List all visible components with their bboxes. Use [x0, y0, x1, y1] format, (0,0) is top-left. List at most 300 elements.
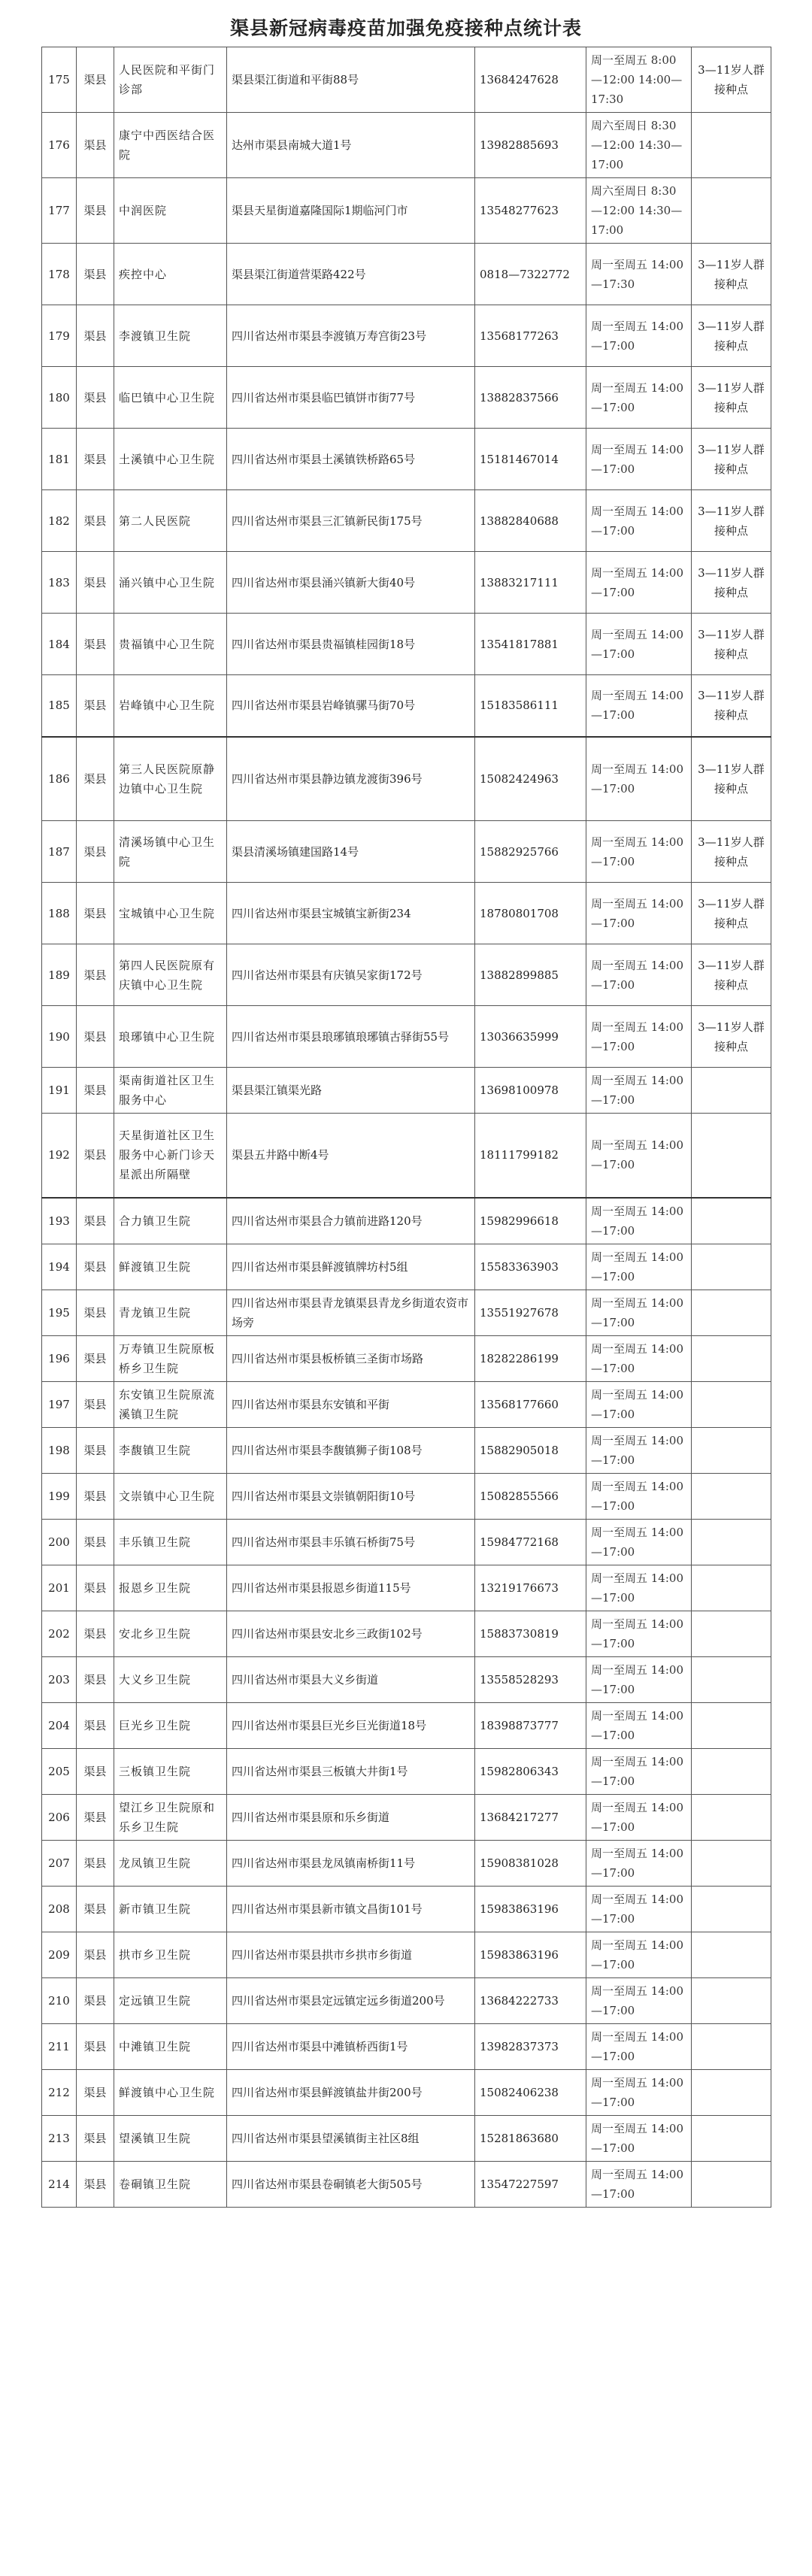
table-row — [42, 2023, 771, 2069]
county: 渠县 — [77, 552, 114, 614]
county: 渠县 — [77, 737, 114, 821]
table-row — [42, 244, 771, 305]
target-group — [692, 1794, 771, 1840]
site-address: 渠县清溪场镇建国路14号 — [227, 821, 475, 883]
site-name: 琅琊镇中心卫生院 — [114, 1006, 227, 1068]
site-address: 四川省达州市渠县巨光乡巨光街道18号 — [227, 1702, 475, 1748]
contact-phone: 15983863196 — [475, 1886, 586, 1932]
serial-number: 187 — [42, 821, 77, 883]
service-hours: 周一至周五 14:00—17:00 — [586, 490, 692, 552]
contact-phone: 15082424963 — [475, 737, 586, 821]
site-name: 第三人民医院原静边镇中心卫生院 — [114, 737, 227, 821]
target-group: 3—11岁人群接种点 — [692, 305, 771, 367]
county: 渠县 — [77, 1244, 114, 1290]
contact-phone: 13036635999 — [475, 1006, 586, 1068]
target-group: 3—11岁人群接种点 — [692, 244, 771, 305]
target-group: 3—11岁人群接种点 — [692, 737, 771, 821]
table-row — [42, 1335, 771, 1381]
county: 渠县 — [77, 1932, 114, 1977]
site-address: 四川省达州市渠县东安镇和平街 — [227, 1381, 475, 1427]
serial-number: 209 — [42, 1932, 77, 1977]
serial-number: 207 — [42, 1840, 77, 1886]
serial-number: 202 — [42, 1611, 77, 1656]
contact-phone: 13883217111 — [475, 552, 586, 614]
service-hours: 周一至周五 14:00—17:00 — [586, 1656, 692, 1702]
serial-number: 197 — [42, 1381, 77, 1427]
site-address: 四川省达州市渠县临巴镇饼市街77号 — [227, 367, 475, 429]
serial-number: 214 — [42, 2161, 77, 2207]
site-address: 四川省达州市渠县涌兴镇新大街40号 — [227, 552, 475, 614]
table-body — [42, 47, 771, 2208]
target-group: 3—11岁人群接种点 — [692, 883, 771, 944]
target-group: 3—11岁人群接种点 — [692, 1006, 771, 1068]
site-name: 李馥镇卫生院 — [114, 1427, 227, 1473]
contact-phone: 13558528293 — [475, 1656, 586, 1702]
county: 渠县 — [77, 675, 114, 737]
table-row — [42, 944, 771, 1006]
service-hours: 周六至周日 8:30—12:00 14:30—17:00 — [586, 113, 692, 178]
target-group — [692, 1335, 771, 1381]
serial-number: 212 — [42, 2069, 77, 2115]
site-address: 四川省达州市渠县原和乐乡街道 — [227, 1794, 475, 1840]
county: 渠县 — [77, 1611, 114, 1656]
service-hours: 周一至周五 14:00—17:00 — [586, 1565, 692, 1611]
contact-phone: 15984772168 — [475, 1519, 586, 1565]
table-row — [42, 1427, 771, 1473]
table-row — [42, 1290, 771, 1335]
county: 渠县 — [77, 429, 114, 490]
site-address: 四川省达州市渠县三板镇大井街1号 — [227, 1748, 475, 1794]
service-hours: 周一至周五 14:00—17:00 — [586, 2069, 692, 2115]
site-name: 渠南街道社区卫生服务中心 — [114, 1068, 227, 1114]
site-address: 四川省达州市渠县有庆镇吴家街172号 — [227, 944, 475, 1006]
site-address: 四川省达州市渠县龙凤镇南桥街11号 — [227, 1840, 475, 1886]
table-row — [42, 883, 771, 944]
table-row — [42, 305, 771, 367]
county: 渠县 — [77, 2023, 114, 2069]
site-name: 涌兴镇中心卫生院 — [114, 552, 227, 614]
table-row — [42, 1611, 771, 1656]
contact-phone: 15082406238 — [475, 2069, 586, 2115]
site-name: 贵福镇中心卫生院 — [114, 614, 227, 675]
site-name: 丰乐镇卫生院 — [114, 1519, 227, 1565]
serial-number: 210 — [42, 1977, 77, 2023]
service-hours: 周一至周五 14:00—17:00 — [586, 2023, 692, 2069]
serial-number: 211 — [42, 2023, 77, 2069]
target-group — [692, 2023, 771, 2069]
service-hours: 周一至周五 14:00—17:00 — [586, 883, 692, 944]
contact-phone: 15982806343 — [475, 1748, 586, 1794]
contact-phone: 15181467014 — [475, 429, 586, 490]
table-row — [42, 2115, 771, 2161]
site-address: 四川省达州市渠县鲜渡镇牌坊村5组 — [227, 1244, 475, 1290]
serial-number: 206 — [42, 1794, 77, 1840]
site-name: 望江乡卫生院原和乐乡卫生院 — [114, 1794, 227, 1840]
target-group — [692, 1381, 771, 1427]
service-hours: 周一至周五 14:00—17:00 — [586, 1290, 692, 1335]
county: 渠县 — [77, 490, 114, 552]
table-row — [42, 490, 771, 552]
site-address: 四川省达州市渠县中滩镇桥西街1号 — [227, 2023, 475, 2069]
site-address: 四川省达州市渠县丰乐镇石桥街75号 — [227, 1519, 475, 1565]
service-hours: 周一至周五 14:00—17:00 — [586, 1198, 692, 1244]
county: 渠县 — [77, 614, 114, 675]
site-address: 四川省达州市渠县拱市乡拱市乡街道 — [227, 1932, 475, 1977]
site-name: 土溪镇中心卫生院 — [114, 429, 227, 490]
county: 渠县 — [77, 1702, 114, 1748]
site-name: 大义乡卫生院 — [114, 1656, 227, 1702]
service-hours: 周一至周五 14:00—17:00 — [586, 1886, 692, 1932]
site-name: 青龙镇卫生院 — [114, 1290, 227, 1335]
target-group: 3—11岁人群接种点 — [692, 614, 771, 675]
service-hours: 周一至周五 14:00—17:00 — [586, 614, 692, 675]
site-name: 人民医院和平街门诊部 — [114, 47, 227, 113]
target-group: 3—11岁人群接种点 — [692, 429, 771, 490]
site-name: 天星街道社区卫生服务中心新门诊天星派出所隔壁 — [114, 1114, 227, 1198]
table-row — [42, 675, 771, 737]
service-hours: 周一至周五 14:00—17:00 — [586, 305, 692, 367]
site-address: 渠县渠江镇渠光路 — [227, 1068, 475, 1114]
table-row — [42, 1840, 771, 1886]
table-row — [42, 1519, 771, 1565]
table-row — [42, 1748, 771, 1794]
target-group — [692, 2115, 771, 2161]
target-group: 3—11岁人群接种点 — [692, 944, 771, 1006]
contact-phone: 13982837373 — [475, 2023, 586, 2069]
table-row — [42, 1977, 771, 2023]
contact-phone: 13684222733 — [475, 1977, 586, 2023]
serial-number: 208 — [42, 1886, 77, 1932]
contact-phone: 13568177263 — [475, 305, 586, 367]
site-name: 中润医院 — [114, 178, 227, 244]
table-row — [42, 2161, 771, 2207]
service-hours: 周一至周五 14:00—17:00 — [586, 1068, 692, 1114]
serial-number: 196 — [42, 1335, 77, 1381]
table-row — [42, 737, 771, 821]
county: 渠县 — [77, 883, 114, 944]
county: 渠县 — [77, 1565, 114, 1611]
table-row — [42, 1068, 771, 1114]
target-group — [692, 1932, 771, 1977]
county: 渠县 — [77, 1381, 114, 1427]
county: 渠县 — [77, 1519, 114, 1565]
service-hours: 周一至周五 14:00—17:00 — [586, 1006, 692, 1068]
service-hours: 周一至周五 14:00—17:00 — [586, 821, 692, 883]
table-row — [42, 614, 771, 675]
county: 渠县 — [77, 113, 114, 178]
county: 渠县 — [77, 2069, 114, 2115]
contact-phone: 15882905018 — [475, 1427, 586, 1473]
target-group: 3—11岁人群接种点 — [692, 821, 771, 883]
serial-number: 190 — [42, 1006, 77, 1068]
service-hours: 周一至周五 14:00—17:00 — [586, 1748, 692, 1794]
site-address: 四川省达州市渠县青龙镇渠县青龙乡街道农资市场旁 — [227, 1290, 475, 1335]
county: 渠县 — [77, 821, 114, 883]
target-group: 3—11岁人群接种点 — [692, 552, 771, 614]
service-hours: 周六至周日 8:30—12:00 14:30—17:00 — [586, 178, 692, 244]
contact-phone: 15583363903 — [475, 1244, 586, 1290]
site-name: 龙凤镇卫生院 — [114, 1840, 227, 1886]
service-hours: 周一至周五 14:00—17:00 — [586, 2161, 692, 2207]
contact-phone: 13882837566 — [475, 367, 586, 429]
county: 渠县 — [77, 1068, 114, 1114]
service-hours: 周一至周五 14:00—17:00 — [586, 1702, 692, 1748]
table-row — [42, 47, 771, 113]
county: 渠县 — [77, 305, 114, 367]
county: 渠县 — [77, 1748, 114, 1794]
target-group — [692, 1068, 771, 1114]
site-name: 疾控中心 — [114, 244, 227, 305]
county: 渠县 — [77, 1114, 114, 1198]
vaccination-sites-table — [41, 47, 771, 2208]
site-name: 岩峰镇中心卫生院 — [114, 675, 227, 737]
serial-number: 188 — [42, 883, 77, 944]
site-name: 李渡镇卫生院 — [114, 305, 227, 367]
serial-number: 213 — [42, 2115, 77, 2161]
site-name: 合力镇卫生院 — [114, 1198, 227, 1244]
service-hours: 周一至周五 14:00—17:00 — [586, 2115, 692, 2161]
site-address: 四川省达州市渠县大义乡街道 — [227, 1656, 475, 1702]
site-address: 四川省达州市渠县静边镇龙渡街396号 — [227, 737, 475, 821]
site-name: 万寿镇卫生院原板桥乡卫生院 — [114, 1335, 227, 1381]
serial-number: 191 — [42, 1068, 77, 1114]
service-hours: 周一至周五 14:00—17:00 — [586, 1335, 692, 1381]
table-row — [42, 1886, 771, 1932]
service-hours: 周一至周五 14:00—17:00 — [586, 675, 692, 737]
site-name: 报恩乡卫生院 — [114, 1565, 227, 1611]
table-row — [42, 1244, 771, 1290]
site-name: 康宁中西医结合医院 — [114, 113, 227, 178]
site-address: 四川省达州市渠县文崇镇朝阳街10号 — [227, 1473, 475, 1519]
site-address: 四川省达州市渠县安北乡三政街102号 — [227, 1611, 475, 1656]
county: 渠县 — [77, 2115, 114, 2161]
target-group — [692, 178, 771, 244]
target-group: 3—11岁人群接种点 — [692, 367, 771, 429]
serial-number: 201 — [42, 1565, 77, 1611]
county: 渠县 — [77, 1794, 114, 1840]
contact-phone: 0818—7322772 — [475, 244, 586, 305]
county: 渠县 — [77, 367, 114, 429]
serial-number: 205 — [42, 1748, 77, 1794]
serial-number: 189 — [42, 944, 77, 1006]
site-address: 渠县天星街道嘉隆国际1期临河门市 — [227, 178, 475, 244]
service-hours: 周一至周五 14:00—17:00 — [586, 552, 692, 614]
serial-number: 184 — [42, 614, 77, 675]
site-address: 四川省达州市渠县板桥镇三圣街市场路 — [227, 1335, 475, 1381]
table-row — [42, 1656, 771, 1702]
target-group — [692, 1840, 771, 1886]
contact-phone: 15908381028 — [475, 1840, 586, 1886]
serial-number: 183 — [42, 552, 77, 614]
table-row — [42, 113, 771, 178]
contact-phone: 18111799182 — [475, 1114, 586, 1198]
contact-phone: 13219176673 — [475, 1565, 586, 1611]
site-address: 四川省达州市渠县贵福镇桂园街18号 — [227, 614, 475, 675]
serial-number: 178 — [42, 244, 77, 305]
table-row — [42, 1381, 771, 1427]
table-row — [42, 821, 771, 883]
contact-phone: 13551927678 — [475, 1290, 586, 1335]
serial-number: 186 — [42, 737, 77, 821]
table-row — [42, 367, 771, 429]
county: 渠县 — [77, 1977, 114, 2023]
county: 渠县 — [77, 2161, 114, 2207]
target-group — [692, 1519, 771, 1565]
site-address: 四川省达州市渠县卷硐镇老大街505号 — [227, 2161, 475, 2207]
service-hours: 周一至周五 14:00—17:00 — [586, 1932, 692, 1977]
site-address: 渠县渠江街道和平街88号 — [227, 47, 475, 113]
target-group — [692, 2069, 771, 2115]
site-address: 四川省达州市渠县望溪镇街主社区8组 — [227, 2115, 475, 2161]
table-row — [42, 1794, 771, 1840]
target-group — [692, 1702, 771, 1748]
county: 渠县 — [77, 244, 114, 305]
site-address: 四川省达州市渠县定远镇定远乡街道200号 — [227, 1977, 475, 2023]
target-group — [692, 1748, 771, 1794]
serial-number: 176 — [42, 113, 77, 178]
serial-number: 204 — [42, 1702, 77, 1748]
page-title: 渠县新冠病毒疫苗加强免疫接种点统计表 — [229, 17, 582, 39]
service-hours: 周一至周五 14:00—17:00 — [586, 429, 692, 490]
target-group: 3—11岁人群接种点 — [692, 490, 771, 552]
table-row — [42, 1473, 771, 1519]
target-group — [692, 1611, 771, 1656]
serial-number: 192 — [42, 1114, 77, 1198]
service-hours: 周一至周五 14:00—17:00 — [586, 1381, 692, 1427]
county: 渠县 — [77, 1335, 114, 1381]
site-name: 三板镇卫生院 — [114, 1748, 227, 1794]
service-hours: 周一至周五 14:00—17:00 — [586, 1977, 692, 2023]
site-address: 四川省达州市渠县土溪镇铁桥路65号 — [227, 429, 475, 490]
service-hours: 周一至周五 14:00—17:00 — [586, 1473, 692, 1519]
site-name: 安北乡卫生院 — [114, 1611, 227, 1656]
county: 渠县 — [77, 1427, 114, 1473]
site-name: 拱市乡卫生院 — [114, 1932, 227, 1977]
table-row — [42, 2069, 771, 2115]
service-hours: 周一至周五 14:00—17:00 — [586, 1611, 692, 1656]
county: 渠县 — [77, 1886, 114, 1932]
contact-phone: 15983863196 — [475, 1932, 586, 1977]
contact-phone: 13568177660 — [475, 1381, 586, 1427]
site-name: 定远镇卫生院 — [114, 1977, 227, 2023]
contact-phone: 18282286199 — [475, 1335, 586, 1381]
contact-phone: 13698100978 — [475, 1068, 586, 1114]
site-address: 四川省达州市渠县李馥镇狮子街108号 — [227, 1427, 475, 1473]
site-address: 四川省达州市渠县岩峰镇骡马街70号 — [227, 675, 475, 737]
contact-phone: 15281863680 — [475, 2115, 586, 2161]
site-address: 渠县五井路中断4号 — [227, 1114, 475, 1198]
site-name: 巨光乡卫生院 — [114, 1702, 227, 1748]
contact-phone: 13684247628 — [475, 47, 586, 113]
table-row — [42, 429, 771, 490]
contact-phone: 13882840688 — [475, 490, 586, 552]
serial-number: 200 — [42, 1519, 77, 1565]
serial-number: 181 — [42, 429, 77, 490]
county: 渠县 — [77, 1656, 114, 1702]
serial-number: 185 — [42, 675, 77, 737]
contact-phone: 18398873777 — [475, 1702, 586, 1748]
target-group — [692, 1427, 771, 1473]
serial-number: 194 — [42, 1244, 77, 1290]
target-group — [692, 1656, 771, 1702]
site-name: 新市镇卫生院 — [114, 1886, 227, 1932]
contact-phone: 15082855566 — [475, 1473, 586, 1519]
target-group — [692, 1977, 771, 2023]
table-row — [42, 1114, 771, 1198]
site-address: 渠县渠江街道营渠路422号 — [227, 244, 475, 305]
site-name: 第二人民医院 — [114, 490, 227, 552]
site-address: 四川省达州市渠县鲜渡镇盐井街200号 — [227, 2069, 475, 2115]
serial-number: 175 — [42, 47, 77, 113]
service-hours: 周一至周五 14:00—17:00 — [586, 1519, 692, 1565]
serial-number: 199 — [42, 1473, 77, 1519]
county: 渠县 — [77, 944, 114, 1006]
table-row — [42, 1932, 771, 1977]
serial-number: 195 — [42, 1290, 77, 1335]
serial-number: 198 — [42, 1427, 77, 1473]
contact-phone: 18780801708 — [475, 883, 586, 944]
county: 渠县 — [77, 47, 114, 113]
site-name: 中滩镇卫生院 — [114, 2023, 227, 2069]
contact-phone: 15183586111 — [475, 675, 586, 737]
site-address: 四川省达州市渠县琅琊镇琅琊镇古驿街55号 — [227, 1006, 475, 1068]
site-address: 四川省达州市渠县三汇镇新民街175号 — [227, 490, 475, 552]
service-hours: 周一至周五 14:00—17:00 — [586, 944, 692, 1006]
serial-number: 182 — [42, 490, 77, 552]
service-hours: 周一至周五 14:00—17:30 — [586, 244, 692, 305]
service-hours: 周一至周五 14:00—17:00 — [586, 1114, 692, 1198]
service-hours: 周一至周五 14:00—17:00 — [586, 1427, 692, 1473]
county: 渠县 — [77, 1198, 114, 1244]
target-group — [692, 1886, 771, 1932]
serial-number: 179 — [42, 305, 77, 367]
service-hours: 周一至周五 8:00—12:00 14:00—17:30 — [586, 47, 692, 113]
site-name: 文崇镇中心卫生院 — [114, 1473, 227, 1519]
county: 渠县 — [77, 1006, 114, 1068]
site-name: 鲜渡镇卫生院 — [114, 1244, 227, 1290]
table-row — [42, 1565, 771, 1611]
county: 渠县 — [77, 1473, 114, 1519]
contact-phone: 15982996618 — [475, 1198, 586, 1244]
target-group — [692, 1290, 771, 1335]
target-group: 3—11岁人群接种点 — [692, 675, 771, 737]
site-address: 四川省达州市渠县李渡镇万寿宫街23号 — [227, 305, 475, 367]
contact-phone: 13684217277 — [475, 1794, 586, 1840]
target-group: 3—11岁人群接种点 — [692, 47, 771, 113]
contact-phone: 13541817881 — [475, 614, 586, 675]
target-group — [692, 1198, 771, 1244]
target-group — [692, 1473, 771, 1519]
site-name: 鲜渡镇中心卫生院 — [114, 2069, 227, 2115]
target-group — [692, 2161, 771, 2207]
site-address: 四川省达州市渠县合力镇前进路120号 — [227, 1198, 475, 1244]
site-name: 清溪场镇中心卫生院 — [114, 821, 227, 883]
serial-number: 180 — [42, 367, 77, 429]
table-row — [42, 1702, 771, 1748]
serial-number: 203 — [42, 1656, 77, 1702]
contact-phone: 13548277623 — [475, 178, 586, 244]
site-name: 第四人民医院原有庆镇中心卫生院 — [114, 944, 227, 1006]
target-group — [692, 1114, 771, 1198]
site-address: 四川省达州市渠县宝城镇宝新街234 — [227, 883, 475, 944]
service-hours: 周一至周五 14:00—17:00 — [586, 1244, 692, 1290]
county: 渠县 — [77, 178, 114, 244]
serial-number: 177 — [42, 178, 77, 244]
table-row — [42, 552, 771, 614]
site-name: 宝城镇中心卫生院 — [114, 883, 227, 944]
contact-phone: 15882925766 — [475, 821, 586, 883]
contact-phone: 15883730819 — [475, 1611, 586, 1656]
